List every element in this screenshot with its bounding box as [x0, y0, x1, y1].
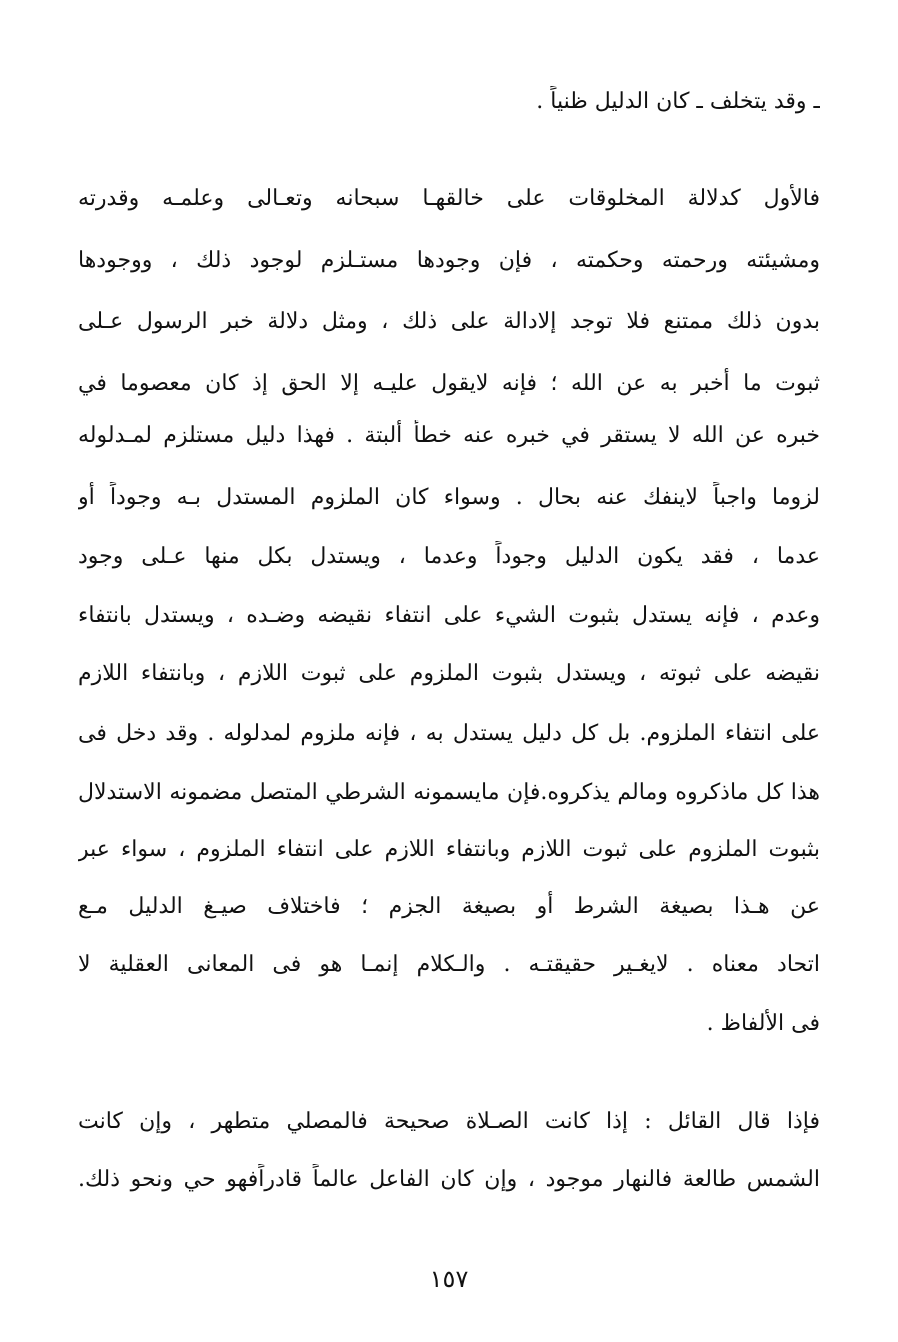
paragraph-1-line: نقيضه على ثبوته ، ويستدل بثبوت الملزوم على ثبوت اللازم ، وبانتفاء اللازم — [78, 661, 820, 686]
paragraph-1-line: عدما ، فقد يكون الدليل وجوداً وعدما ، ويستدل بكل منها عـلى وجود — [78, 544, 820, 569]
paragraph-1-line: بدون ذلك ممتنع فلا توجد إلادالة على ذلك ، ومثل دلالة خبر الرسول عـلى — [78, 309, 820, 334]
paragraph-1-line: فالأول كدلالة المخلوقات على خالقهـا سبحانه وتعـالى وعلمـه وقدرته — [78, 186, 820, 211]
paragraph-1-line: هذا كل ماذكروه ومالم يذكروه.فإن مايسمونه الشرطي المتصل مضمونه الاستدلال — [78, 780, 820, 805]
paragraph-1-line: خبره عن الله لا يستقر في خبره عنه خطأ ألبتة . فهذا دليل مستلزم لمـدلوله — [78, 423, 820, 448]
page-number: ١٥٧ — [429, 1265, 469, 1293]
intro-line: ـ وقد يتخلف ـ كان الدليل ظنياً . — [536, 89, 820, 114]
paragraph-1-line: على انتفاء الملزوم. بل كل دليل يستدل به ، فإنه ملزوم لمدلوله . وقد دخل فى — [78, 721, 820, 746]
paragraph-1-line: لزوما واجباً لاينفك عنه بحال . وسواء كان الملزوم المستدل بـه وجوداً أو — [78, 485, 820, 510]
paragraph-1-line: عن هـذا بصيغة الشرط أو بصيغة الجزم ؛ فاختلاف صيـغ الدليل مـع — [78, 894, 820, 919]
paragraph-2-line: الشمس طالعة فالنهار موجود ، وإن كان الفاعل عالماً قادراًفهو حي ونحو ذلك. — [78, 1167, 820, 1192]
paragraph-1-line: فى الألفاظ . — [706, 1011, 820, 1036]
paragraph-1-line: وعدم ، فإنه يستدل بثبوت الشيء على انتفاء نقيضه وضـده ، ويستدل بانتفاء — [78, 603, 820, 628]
paragraph-1-line: اتحاد معناه . لايغـير حقيقتـه . والـكلام إنمـا هو فى المعانى العقلية لا — [78, 952, 820, 977]
paragraph-2-line: فإذا قال القائل : إذا كانت الصـلاة صحيحة فالمصلي متطهر ، وإن كانت — [78, 1109, 820, 1134]
paragraph-1-line: ومشيئته ورحمته وحكمته ، فإن وجودها مستـلزم لوجود ذلك ، ووجودها — [78, 248, 820, 273]
paragraph-1-line: بثبوت الملزوم على ثبوت اللازم وبانتفاء اللازم على انتفاء الملزوم ، سواء عبر — [78, 837, 820, 862]
paragraph-1-line: ثبوت ما أخبر به عن الله ؛ فإنه لايقول عليـه إلا الحق إذ كان معصوما في — [78, 371, 820, 396]
